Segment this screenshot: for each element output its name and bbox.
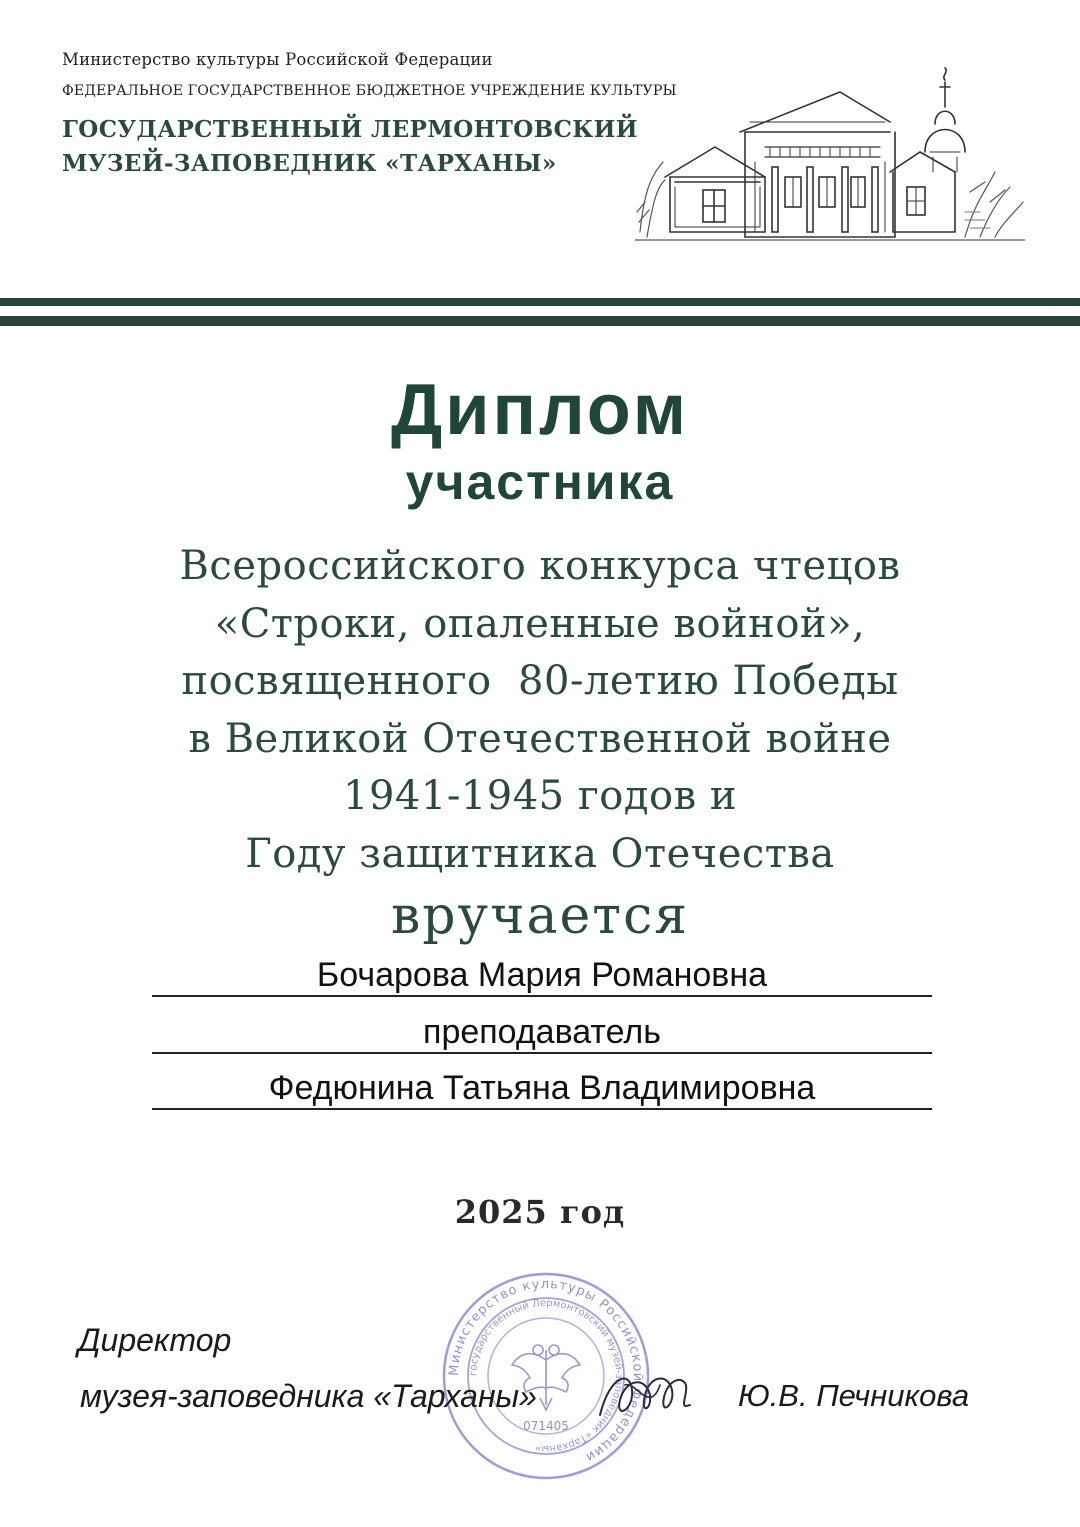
signature-name: Ю.В. Печникова <box>738 1378 970 1413</box>
teacher-name: Федюнина Татьяна Владимировна <box>152 1068 932 1110</box>
contest-line: 1941-1945 годов и <box>343 773 737 819</box>
divider-bottom <box>0 316 1080 326</box>
contest-line: Году защитника Отечества <box>245 830 835 877</box>
museum-name-line-1: ГОСУДАРСТВЕННЫЙ ЛЕРМОНТОВСКИЙ <box>62 116 638 143</box>
stamp-outer-text: Министерство культуры Российской Федерации <box>446 1276 646 1465</box>
museum-building-sketch-icon <box>635 62 1025 247</box>
ministry-line: Министерство культуры Российской Федерации <box>62 50 493 69</box>
signature-organization: музея-заповедника «Тарханы» <box>80 1378 537 1414</box>
divider-top <box>0 298 1080 306</box>
diploma-subtitle: участника <box>405 454 675 510</box>
diploma-title: Диплом <box>390 370 690 450</box>
teacher-role: преподаватель <box>152 1012 932 1054</box>
contest-line: посвященного 80-летию Победы <box>181 658 899 704</box>
recipient-name: Бочарова Мария Романовна <box>152 955 932 997</box>
signature-position: Директор <box>78 1322 232 1358</box>
museum-name-line-2: МУЗЕЙ-ЗАПОВЕДНИК «ТАРХАНЫ» <box>62 150 557 177</box>
awarded-label: вручается <box>390 886 689 946</box>
contest-description <box>40 538 1040 883</box>
stamp-number: 071405 <box>523 1419 569 1433</box>
contest-line: в Великой Отечественной войне <box>188 715 892 762</box>
director-signature-icon <box>590 1355 700 1435</box>
institution-line: ФЕДЕРАЛЬНОЕ ГОСУДАРСТВЕННОЕ БЮДЖЕТНОЕ УЧРЕЖДЕНИЕ КУЛЬТУРЫ <box>62 83 677 99</box>
contest-line: Всероссийского конкурса чтецов <box>179 543 901 589</box>
diploma-year: 2025 год <box>454 1193 626 1231</box>
stamp-inner-text: государственный Лермонтовский музей-заповедник «Тарханы» <box>467 1297 625 1455</box>
contest-line: «Строки, опаленные войной», <box>214 600 866 647</box>
